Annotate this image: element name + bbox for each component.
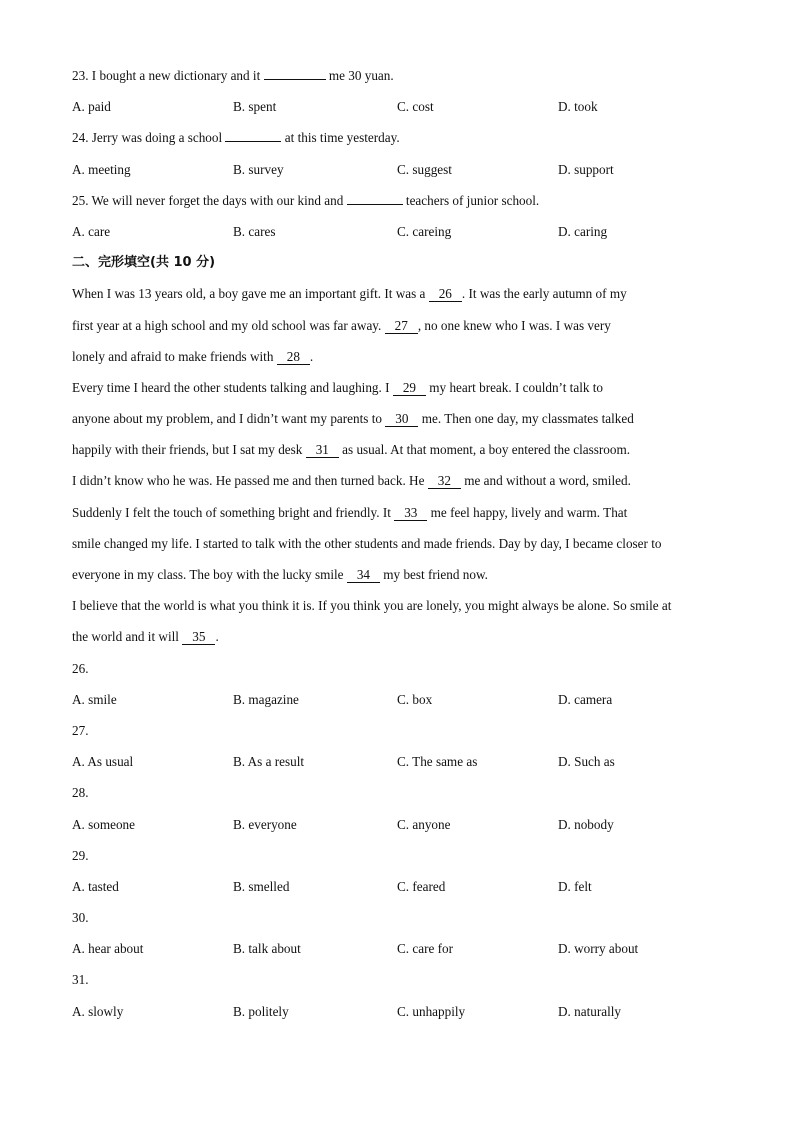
passage-text: I didn’t know who he was. He passed me and then turned back. He: [72, 473, 425, 489]
option-a: A. meeting: [72, 161, 131, 177]
option-b: B. talk about: [233, 941, 301, 957]
passage-text: me and without a word, smiled.: [464, 473, 631, 489]
numbered-blank: 28: [277, 350, 310, 365]
passage-text: anyone about my problem, and I didn’t want my parents to: [72, 411, 382, 427]
numbered-blank: 29: [393, 381, 426, 396]
option-a: A. smile: [72, 691, 117, 707]
option-a: A. someone: [72, 816, 135, 832]
question-27-number: 27.: [72, 722, 89, 738]
option-a: A. slowly: [72, 1003, 124, 1019]
question-text: 24. Jerry was doing a school: [72, 130, 223, 146]
numbered-blank: 33: [394, 506, 427, 521]
question-24-stem: [72, 127, 722, 158]
option-d: D. Such as: [558, 754, 615, 770]
option-b: B. smelled: [233, 878, 290, 894]
passage-text: the world and it will: [72, 629, 179, 645]
option-b: B. survey: [233, 161, 284, 177]
option-a: A. hear about: [72, 941, 144, 957]
passage-text: my best friend now.: [383, 567, 488, 582]
option-b: B. everyone: [233, 816, 297, 832]
passage-text: me feel happy, lively and warm. That: [430, 504, 628, 520]
passage-line: I believe that the world is what you think it is. If you think you are lonely, you might always be alone. So smile at: [72, 598, 672, 614]
option-d: D. nobody: [558, 816, 614, 832]
numbered-blank: 32: [428, 474, 461, 489]
passage-text: first year at a high school and my old school was far away.: [72, 317, 382, 333]
passage-line: smile changed my life. I started to talk with the other students and made friends. Day by day, I became closer to: [72, 535, 662, 551]
option-c: C. careing: [397, 223, 452, 239]
question-29-options: [72, 876, 722, 907]
numbered-blank: 34: [347, 568, 380, 583]
question-29-number: 29.: [72, 847, 89, 863]
option-c: C. feared: [397, 878, 446, 894]
option-a: A. As usual: [72, 754, 134, 770]
passage-line: [72, 564, 722, 595]
option-a: A. tasted: [72, 878, 119, 894]
question-31-options: [72, 1001, 722, 1032]
option-b: B. politely: [233, 1003, 289, 1019]
cloze-passage: [72, 283, 722, 657]
question-text: at this time yesterday.: [284, 130, 400, 146]
question-25-stem: [72, 190, 722, 221]
option-d: D. camera: [558, 691, 613, 707]
passage-text: , no one knew who I was. I was very: [417, 317, 611, 333]
passage-line: [72, 439, 722, 470]
option-d: D. took: [558, 99, 598, 115]
passage-text: When I was 13 years old, a boy gave me an important gift. It was a: [72, 286, 426, 302]
numbered-blank: 35: [182, 630, 215, 645]
option-b: B. magazine: [233, 691, 299, 707]
question-23-options: [72, 96, 722, 127]
numbered-blank: 26: [429, 287, 462, 302]
question-text: 25. We will never forget the days with our kind and: [72, 192, 344, 208]
passage-text: .: [215, 629, 219, 645]
question-text: teachers of junior school.: [405, 192, 540, 208]
option-b: B. spent: [233, 99, 277, 115]
question-27-options: [72, 751, 722, 782]
option-b: B. cares: [233, 223, 276, 239]
option-c: C. cost: [397, 99, 434, 115]
question-25-options: [72, 221, 722, 252]
question-26-options: [72, 689, 722, 720]
answer-blank: [347, 204, 403, 205]
passage-line: [72, 377, 722, 408]
numbered-blank: 27: [385, 319, 418, 334]
passage-line: [72, 315, 722, 346]
option-c: C. suggest: [397, 161, 452, 177]
passage-text: . It was the early autumn of my: [461, 286, 627, 302]
question-text: me 30 yuan.: [328, 68, 394, 83]
option-c: C. box: [397, 691, 433, 707]
passage-text: lonely and afraid to make friends with: [72, 348, 274, 364]
option-c: C. unhappily: [397, 1003, 466, 1019]
option-d: D. caring: [558, 223, 608, 239]
passage-text: as usual. At that moment, a boy entered the classroom.: [342, 442, 631, 458]
option-b: B. As a result: [233, 754, 305, 770]
option-d: D. felt: [558, 878, 592, 894]
numbered-blank: 31: [306, 443, 339, 458]
option-c: C. anyone: [397, 816, 451, 832]
question-26-number: 26.: [72, 660, 89, 676]
passage-line: [72, 346, 722, 377]
passage-line: [72, 626, 722, 657]
option-a: A. paid: [72, 99, 111, 115]
passage-line: [72, 470, 722, 501]
page-content: [72, 65, 722, 1032]
passage-line: [72, 408, 722, 439]
option-c: C. care for: [397, 941, 454, 957]
option-c: C. The same as: [397, 754, 478, 770]
option-d: D. naturally: [558, 1003, 621, 1019]
question-28-options: [72, 814, 722, 845]
passage-line: [72, 283, 722, 314]
question-24-options: [72, 159, 722, 190]
question-31-number: 31.: [72, 972, 89, 988]
passage-text: .: [309, 348, 314, 364]
question-28-number: 28.: [72, 785, 89, 801]
option-a: A. care: [72, 223, 111, 239]
question-23-stem: [72, 65, 722, 96]
passage-text: my heart break. I couldn’t talk to: [429, 379, 604, 395]
passage-line: [72, 502, 722, 533]
option-d: D. worry about: [558, 941, 639, 957]
passage-text: everyone in my class. The boy with the lucky smile: [72, 567, 344, 582]
numbered-blank: 30: [385, 412, 418, 427]
passage-text: happily with their friends, but I sat my desk: [72, 442, 303, 458]
answer-blank: [264, 79, 326, 80]
question-30-options: [72, 938, 722, 969]
passage-text: me. Then one day, my classmates talked: [421, 411, 634, 427]
question-text: 23. I bought a new dictionary and it: [72, 68, 261, 83]
passage-text: Suddenly I felt the touch of something bright and friendly. It: [72, 504, 391, 520]
question-30-number: 30.: [72, 910, 89, 926]
passage-text: Every time I heard the other students talking and laughing. I: [72, 379, 390, 395]
option-d: D. support: [558, 161, 614, 177]
answer-blank: [225, 141, 281, 142]
section-heading: 二、完形填空(共 10 分): [72, 255, 216, 271]
